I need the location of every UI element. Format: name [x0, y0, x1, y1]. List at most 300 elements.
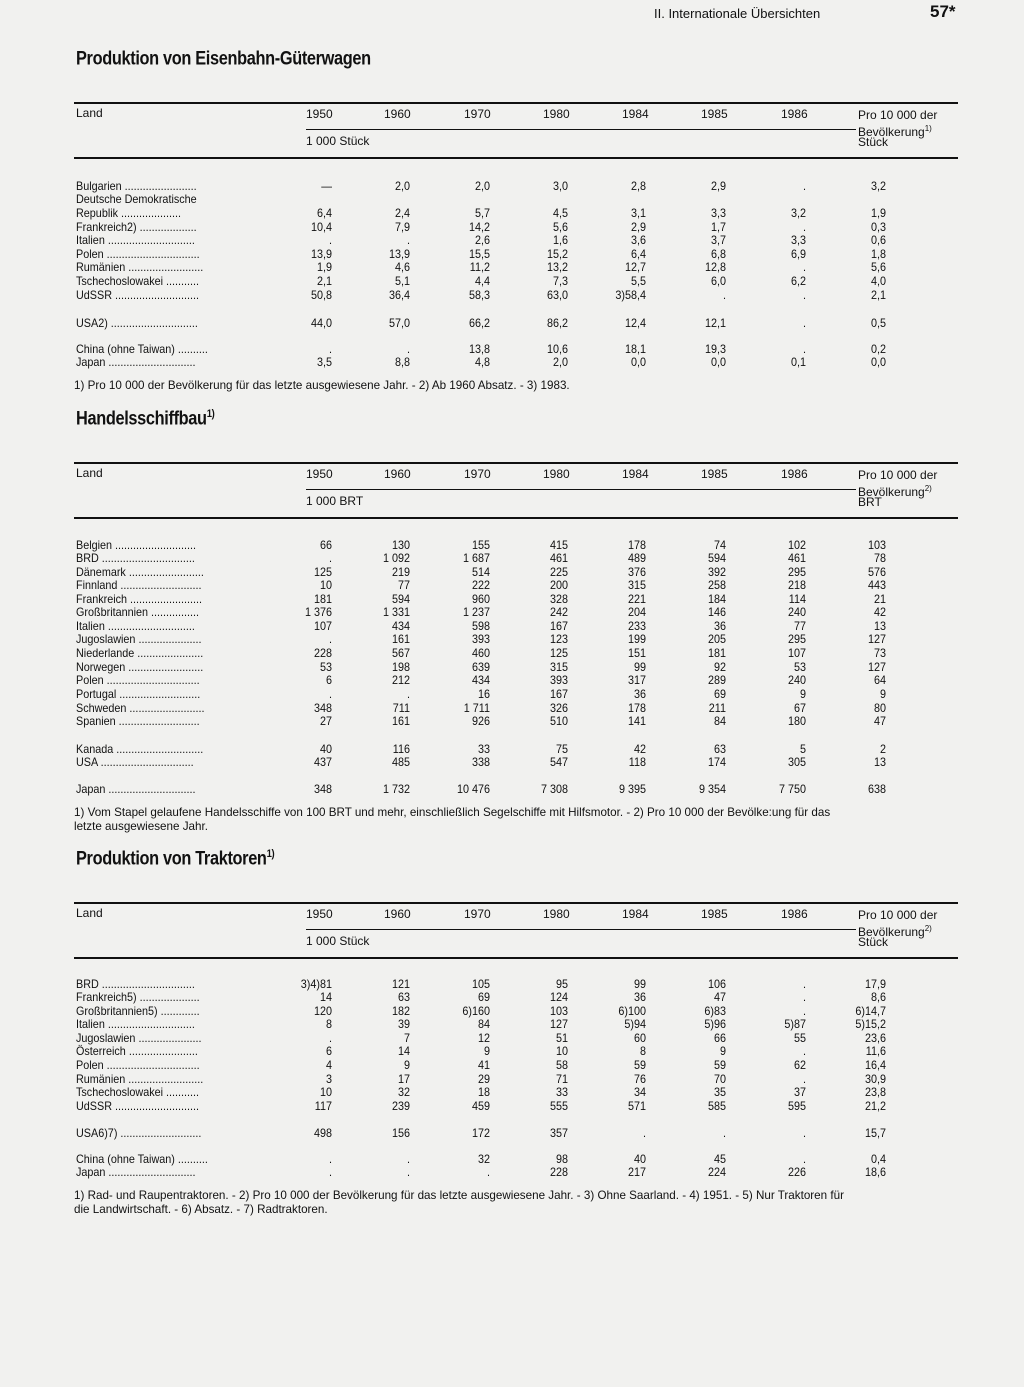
- table-cell: .: [328, 1031, 332, 1045]
- table-cell: 10,4: [310, 220, 332, 234]
- footnote: letzte ausgewiesene Jahr.: [74, 819, 208, 833]
- table-cell: 555: [549, 1099, 568, 1113]
- table-cell: 295: [787, 632, 806, 646]
- table-cell: 2: [879, 742, 886, 756]
- table-cell: 437: [313, 755, 332, 769]
- table-cell: 218: [787, 578, 806, 592]
- table-cell: 41: [477, 1058, 490, 1072]
- table-cell: 36: [713, 619, 726, 633]
- table-cell: 585: [707, 1099, 726, 1113]
- header-bottom-rule: [74, 957, 958, 959]
- table-cell: 13: [873, 619, 886, 633]
- table-cell: 39: [397, 1017, 410, 1031]
- table-cell: 2,6: [474, 233, 490, 247]
- table-cell: 510: [549, 714, 568, 728]
- table-cell: 233: [627, 619, 646, 633]
- table-cell: 125: [313, 565, 332, 579]
- table-cell: 594: [707, 551, 726, 565]
- table-cell: 105: [471, 977, 490, 991]
- table-cell: 3,2: [790, 206, 806, 220]
- table-cell: 5,1: [394, 274, 410, 288]
- table-cell: 638: [867, 782, 886, 796]
- table-cell: 392: [707, 565, 726, 579]
- table-cell: 123: [549, 632, 568, 646]
- table-cell: 167: [549, 687, 568, 701]
- table-cell: 5)96: [704, 1017, 726, 1031]
- column-header-year: 1985: [701, 107, 728, 121]
- table-cell: .: [406, 233, 410, 247]
- table-cell: 74: [713, 538, 726, 552]
- row-label: Belgien ...........................: [76, 538, 197, 552]
- table-cell: 127: [867, 632, 886, 646]
- table-cell: 180: [787, 714, 806, 728]
- table-cell: 12: [477, 1031, 490, 1045]
- column-header-year: 1960: [384, 907, 411, 921]
- table-cell: 40: [319, 742, 332, 756]
- row-label: Dänemark .........................: [76, 565, 204, 579]
- table-cell: 86,2: [546, 316, 568, 330]
- table-cell: 348: [313, 701, 332, 715]
- per-capita-header-line-1: Pro 10 000 der: [858, 908, 938, 922]
- table-cell: 63: [713, 742, 726, 756]
- row-label: Frankreich2) ...................: [76, 220, 197, 234]
- column-header-year: 1984: [622, 467, 649, 481]
- table-cell: 76: [633, 1072, 646, 1086]
- table-cell: 9: [719, 1044, 726, 1058]
- table-cell: 45: [713, 1152, 726, 1166]
- table-cell: 53: [319, 660, 332, 674]
- table-cell: 2,9: [630, 220, 646, 234]
- table-cell: 16: [477, 687, 490, 701]
- table-cell: 212: [391, 673, 410, 687]
- table-cell: 5)94: [624, 1017, 646, 1031]
- footnote: 1) Vom Stapel gelaufene Handelsschiffe von 100 BRT und mehr, einschließlich Segelschiffe mit Hilfsmotor. - 2) Pro 10 000 der Bevölke:ung für das: [74, 805, 831, 819]
- table-cell: 13: [873, 755, 886, 769]
- table-cell: 6,0: [710, 274, 726, 288]
- row-label: BRD ...............................: [76, 977, 195, 991]
- table-cell: 103: [867, 538, 886, 552]
- table-cell: 7 750: [778, 782, 806, 796]
- column-header-land: Land: [76, 466, 103, 480]
- table-cell: 98: [555, 1152, 568, 1166]
- table-cell: 80: [873, 701, 886, 715]
- table-cell: 60: [633, 1031, 646, 1045]
- table-cell: .: [802, 1126, 806, 1140]
- table-cell: 228: [549, 1165, 568, 1179]
- table-cell: 102: [787, 538, 806, 552]
- table-cell: 434: [391, 619, 410, 633]
- column-header-year: 1986: [781, 907, 808, 921]
- row-label: Italien .............................: [76, 233, 195, 247]
- row-label: Österreich .......................: [76, 1044, 198, 1058]
- table-cell: 67: [793, 701, 806, 715]
- section-title-text: Handelsschiffbau: [76, 408, 207, 430]
- table-cell: 5)87: [784, 1017, 806, 1031]
- column-header-year: 1980: [543, 467, 570, 481]
- table-cell: .: [802, 1044, 806, 1058]
- table-cell: 7,9: [394, 220, 410, 234]
- table-section: [0, 408, 1024, 833]
- table-cell: 124: [549, 990, 568, 1004]
- table-cell: 315: [549, 660, 568, 674]
- table-cell: 29: [477, 1072, 490, 1086]
- table-cell: 2,4: [394, 206, 410, 220]
- table-cell: 12,4: [624, 316, 646, 330]
- table-cell: 1,8: [870, 247, 886, 261]
- table-cell: 576: [867, 565, 886, 579]
- table-cell: 6: [325, 1044, 332, 1058]
- table-cell: 40: [633, 1152, 646, 1166]
- table-cell: 13,8: [468, 342, 490, 356]
- table-cell: .: [802, 260, 806, 274]
- table-cell: 95: [555, 977, 568, 991]
- table-cell: 58,3: [468, 288, 490, 302]
- row-label: Polen ...............................: [76, 673, 200, 687]
- table-cell: 5)15,2: [855, 1017, 886, 1031]
- section-title: [76, 48, 371, 70]
- table-cell: 1 711: [463, 701, 490, 715]
- per-capita-header-line-3: BRT: [858, 495, 882, 509]
- table-cell: 348: [313, 782, 332, 796]
- row-label: Italien .............................: [76, 619, 195, 633]
- table-cell: 315: [627, 578, 646, 592]
- table-cell: 92: [713, 660, 726, 674]
- table-cell: 63: [397, 990, 410, 1004]
- table-cell: 12,7: [624, 260, 646, 274]
- table-section: [0, 848, 1024, 1216]
- row-label: USA ...............................: [76, 755, 194, 769]
- table-cell: 0,6: [870, 233, 886, 247]
- table-section: [0, 48, 1024, 392]
- table-cell: .: [722, 1126, 726, 1140]
- table-cell: 50,8: [310, 288, 332, 302]
- table-cell: 8: [325, 1017, 332, 1031]
- table-cell: 0,0: [630, 355, 646, 369]
- table-cell: 960: [471, 592, 490, 606]
- table-cell: 6,8: [710, 247, 726, 261]
- table-cell: 23,8: [864, 1085, 886, 1099]
- table-cell: .: [802, 1004, 806, 1018]
- table-cell: 130: [391, 538, 410, 552]
- table-cell: .: [328, 1165, 332, 1179]
- section-title: [76, 408, 214, 430]
- table-cell: 114: [788, 592, 806, 606]
- table-cell: 571: [627, 1099, 646, 1113]
- table-cell: 18,6: [864, 1165, 886, 1179]
- table-cell: 289: [707, 673, 726, 687]
- row-label: Norwegen .........................: [76, 660, 204, 674]
- table-cell: 8: [639, 1044, 646, 1058]
- table-cell: 15,2: [546, 247, 568, 261]
- table-cell: 146: [707, 605, 726, 619]
- column-header-year: 1985: [701, 467, 728, 481]
- table-cell: 2,0: [552, 355, 568, 369]
- table-cell: 18,1: [624, 342, 646, 356]
- table-cell: 21,2: [864, 1099, 886, 1113]
- table-cell: 3,7: [710, 233, 726, 247]
- table-cell: .: [722, 288, 726, 302]
- row-label: Rumänien .........................: [76, 1072, 204, 1086]
- table-cell: 3,0: [552, 179, 568, 193]
- table-cell: 6: [325, 673, 332, 687]
- row-label: Finnland ...........................: [76, 578, 202, 592]
- table-cell: 172: [471, 1126, 490, 1140]
- table-cell: .: [802, 1152, 806, 1166]
- table-cell: —: [321, 179, 332, 193]
- table-cell: 141: [627, 714, 646, 728]
- table-cell: 66: [713, 1031, 726, 1045]
- header-bottom-rule: [74, 517, 958, 519]
- table-cell: 3: [325, 1072, 332, 1086]
- table-cell: 4,8: [474, 355, 490, 369]
- table-cell: 32: [477, 1152, 490, 1166]
- table-cell: 598: [471, 619, 490, 633]
- table-cell: 3,5: [316, 355, 332, 369]
- table-cell: 460: [471, 646, 490, 660]
- table-cell: 125: [549, 646, 568, 660]
- table-cell: 459: [471, 1099, 490, 1113]
- table-cell: 9: [403, 1058, 410, 1072]
- table-cell: .: [328, 687, 332, 701]
- row-label: USA2) .............................: [76, 316, 198, 330]
- table-cell: 240: [787, 605, 806, 619]
- table-cell: 12,1: [704, 316, 726, 330]
- unit-rule: [306, 489, 856, 490]
- table-cell: 2,8: [630, 179, 646, 193]
- table-cell: 6,9: [790, 247, 806, 261]
- table-cell: 2,0: [394, 179, 410, 193]
- column-header-year: 1984: [622, 907, 649, 921]
- table-cell: 1 376: [304, 605, 332, 619]
- header-bottom-rule: [74, 157, 958, 159]
- table-cell: 0,0: [710, 355, 726, 369]
- table-cell: 514: [471, 565, 490, 579]
- per-capita-header-line-3: Stück: [858, 935, 889, 949]
- column-header-year: 1986: [781, 107, 808, 121]
- per-capita-header-footnote-mark: 1): [924, 124, 932, 133]
- table-cell: 393: [471, 632, 490, 646]
- table-cell: 0,3: [870, 220, 886, 234]
- unit-label: 1 000 Stück: [306, 934, 370, 948]
- column-header-year: 1970: [464, 467, 491, 481]
- table-cell: .: [328, 551, 332, 565]
- table-cell: 14,2: [468, 220, 490, 234]
- row-label: Japan .............................: [76, 1165, 196, 1179]
- table-cell: 200: [549, 578, 568, 592]
- row-label: UdSSR ............................: [76, 288, 200, 302]
- table-cell: 9: [879, 687, 886, 701]
- table-cell: 711: [392, 701, 410, 715]
- table-cell: 64: [873, 673, 886, 687]
- table-cell: 121: [391, 977, 410, 991]
- table-cell: 9: [799, 687, 806, 701]
- table-cell: 181: [707, 646, 726, 660]
- table-cell: 10: [555, 1044, 568, 1058]
- per-capita-header-footnote-mark: 2): [924, 924, 932, 933]
- table-cell: 57,0: [388, 316, 410, 330]
- table-cell: 338: [471, 755, 490, 769]
- table-cell: 6)83: [704, 1004, 726, 1018]
- table-cell: 489: [627, 551, 646, 565]
- row-label: Frankreich5) ....................: [76, 990, 200, 1004]
- table-cell: 225: [549, 565, 568, 579]
- top-rule: [74, 902, 958, 904]
- table-cell: 498: [313, 1126, 332, 1140]
- table-cell: 485: [391, 755, 410, 769]
- table-cell: 27: [319, 714, 332, 728]
- table-cell: 33: [555, 1085, 568, 1099]
- table-cell: .: [802, 342, 806, 356]
- table-cell: .: [406, 1165, 410, 1179]
- table-cell: 161: [391, 632, 410, 646]
- table-cell: 106: [707, 977, 726, 991]
- row-label: Polen ...............................: [76, 1058, 200, 1072]
- table-cell: 84: [713, 714, 726, 728]
- table-cell: 23,6: [864, 1031, 886, 1045]
- table-cell: 6)160: [462, 1004, 490, 1018]
- column-header-year: 1960: [384, 467, 411, 481]
- table-cell: 7: [403, 1031, 410, 1045]
- table-cell: 9 354: [698, 782, 726, 796]
- row-label: Bulgarien ........................: [76, 179, 197, 193]
- table-cell: 14: [397, 1044, 410, 1058]
- column-header-year: 1960: [384, 107, 411, 121]
- column-header-year: 1986: [781, 467, 808, 481]
- column-header-year: 1970: [464, 907, 491, 921]
- table-cell: 0,2: [870, 342, 886, 356]
- table-cell: 44,0: [310, 316, 332, 330]
- table-cell: 239: [391, 1099, 410, 1113]
- unit-label: 1 000 Stück: [306, 134, 370, 148]
- row-label: Kanada .............................: [76, 742, 204, 756]
- table-cell: 8,8: [394, 355, 410, 369]
- table-cell: 17,9: [864, 977, 886, 991]
- table-cell: 12,8: [704, 260, 726, 274]
- table-cell: 221: [627, 592, 646, 606]
- table-cell: 434: [471, 673, 490, 687]
- table-cell: 3,6: [630, 233, 646, 247]
- table-cell: .: [802, 179, 806, 193]
- table-cell: 120: [313, 1004, 332, 1018]
- table-cell: 36,4: [388, 288, 410, 302]
- section-title-footnote-mark: 1): [206, 408, 215, 420]
- table-cell: 5,7: [474, 206, 490, 220]
- table-cell: 198: [391, 660, 410, 674]
- table-cell: 217: [627, 1165, 646, 1179]
- table-cell: 11,2: [469, 260, 490, 274]
- column-header-year: 1980: [543, 907, 570, 921]
- table-cell: .: [802, 990, 806, 1004]
- table-cell: 36: [633, 990, 646, 1004]
- table-cell: 51: [555, 1031, 568, 1045]
- table-cell: 37: [793, 1085, 806, 1099]
- table-cell: 240: [787, 673, 806, 687]
- table-cell: 116: [392, 742, 410, 756]
- per-capita-header-line-2-text: Bevölkerung: [858, 485, 925, 499]
- table-cell: 5,6: [870, 260, 886, 274]
- row-label: BRD ...............................: [76, 551, 195, 565]
- per-capita-header-line-1: Pro 10 000 der: [858, 108, 938, 122]
- unit-label: 1 000 BRT: [306, 494, 364, 508]
- table-cell: 6)14,7: [855, 1004, 886, 1018]
- table-cell: 357: [549, 1126, 568, 1140]
- table-cell: 9: [483, 1044, 490, 1058]
- table-cell: 393: [549, 673, 568, 687]
- table-cell: 70: [713, 1072, 726, 1086]
- top-rule: [74, 102, 958, 104]
- table-cell: 0,4: [870, 1152, 886, 1166]
- table-cell: 1,6: [552, 233, 568, 247]
- table-cell: 317: [627, 673, 646, 687]
- per-capita-header-line-2-text: Bevölkerung: [858, 125, 925, 139]
- table-cell: 30,9: [864, 1072, 886, 1086]
- table-cell: 107: [313, 619, 332, 633]
- table-cell: 117: [314, 1099, 332, 1113]
- table-cell: 1 331: [382, 605, 410, 619]
- table-cell: 53: [793, 660, 806, 674]
- table-cell: 7 308: [540, 782, 568, 796]
- row-label: Italien .............................: [76, 1017, 195, 1031]
- table-cell: 161: [391, 714, 410, 728]
- row-label: Spanien ...........................: [76, 714, 200, 728]
- table-cell: 4,0: [870, 274, 886, 288]
- table-cell: 103: [549, 1004, 568, 1018]
- table-cell: 13,2: [546, 260, 568, 274]
- column-header-year: 1950: [306, 907, 333, 921]
- table-cell: 5,5: [630, 274, 646, 288]
- table-cell: 78: [873, 551, 886, 565]
- section-title-text: Produktion von Traktoren: [76, 848, 267, 870]
- table-cell: 4,4: [474, 274, 490, 288]
- table-cell: 1 687: [462, 551, 490, 565]
- table-cell: .: [328, 1152, 332, 1166]
- table-cell: 33: [477, 742, 490, 756]
- table-cell: 47: [873, 714, 886, 728]
- table-cell: 6,4: [316, 206, 332, 220]
- table-cell: 5: [799, 742, 806, 756]
- table-cell: 14: [319, 990, 332, 1004]
- table-cell: 99: [633, 660, 646, 674]
- table-cell: 205: [707, 632, 726, 646]
- table-cell: 11,6: [865, 1044, 886, 1058]
- table-cell: 63,0: [546, 288, 568, 302]
- table-cell: 0,5: [870, 316, 886, 330]
- table-cell: 15,7: [864, 1126, 886, 1140]
- row-label: Großbritannien ................: [76, 605, 200, 619]
- footnote: die Landwirtschaft. - 6) Absatz. - 7) Radtraktoren.: [74, 1202, 328, 1216]
- row-label: China (ohne Taiwan) ..........: [76, 1152, 208, 1166]
- table-cell: 181: [313, 592, 332, 606]
- row-label: Japan .............................: [76, 355, 196, 369]
- row-label: USA6)7) ...........................: [76, 1126, 202, 1140]
- per-capita-header-line-3: Stück: [858, 135, 889, 149]
- table-cell: 34: [633, 1085, 646, 1099]
- table-cell: .: [328, 342, 332, 356]
- footnote: 1) Pro 10 000 der Bevölkerung für das letzte ausgewiesene Jahr. - 2) Ab 1960 Absatz. - 3) 1983.: [74, 378, 570, 392]
- section-title-footnote-mark: 1): [266, 848, 275, 860]
- table-cell: 13,9: [310, 247, 332, 261]
- table-cell: 3,3: [710, 206, 726, 220]
- column-header-year: 1950: [306, 467, 333, 481]
- running-head: II. Internationale Übersichten: [654, 6, 821, 21]
- section-title: [76, 848, 274, 870]
- table-cell: .: [406, 687, 410, 701]
- table-cell: 1 732: [382, 782, 410, 796]
- row-label: Schweden .........................: [76, 701, 205, 715]
- table-cell: 18: [477, 1085, 490, 1099]
- table-cell: 443: [867, 578, 886, 592]
- table-cell: 567: [391, 646, 410, 660]
